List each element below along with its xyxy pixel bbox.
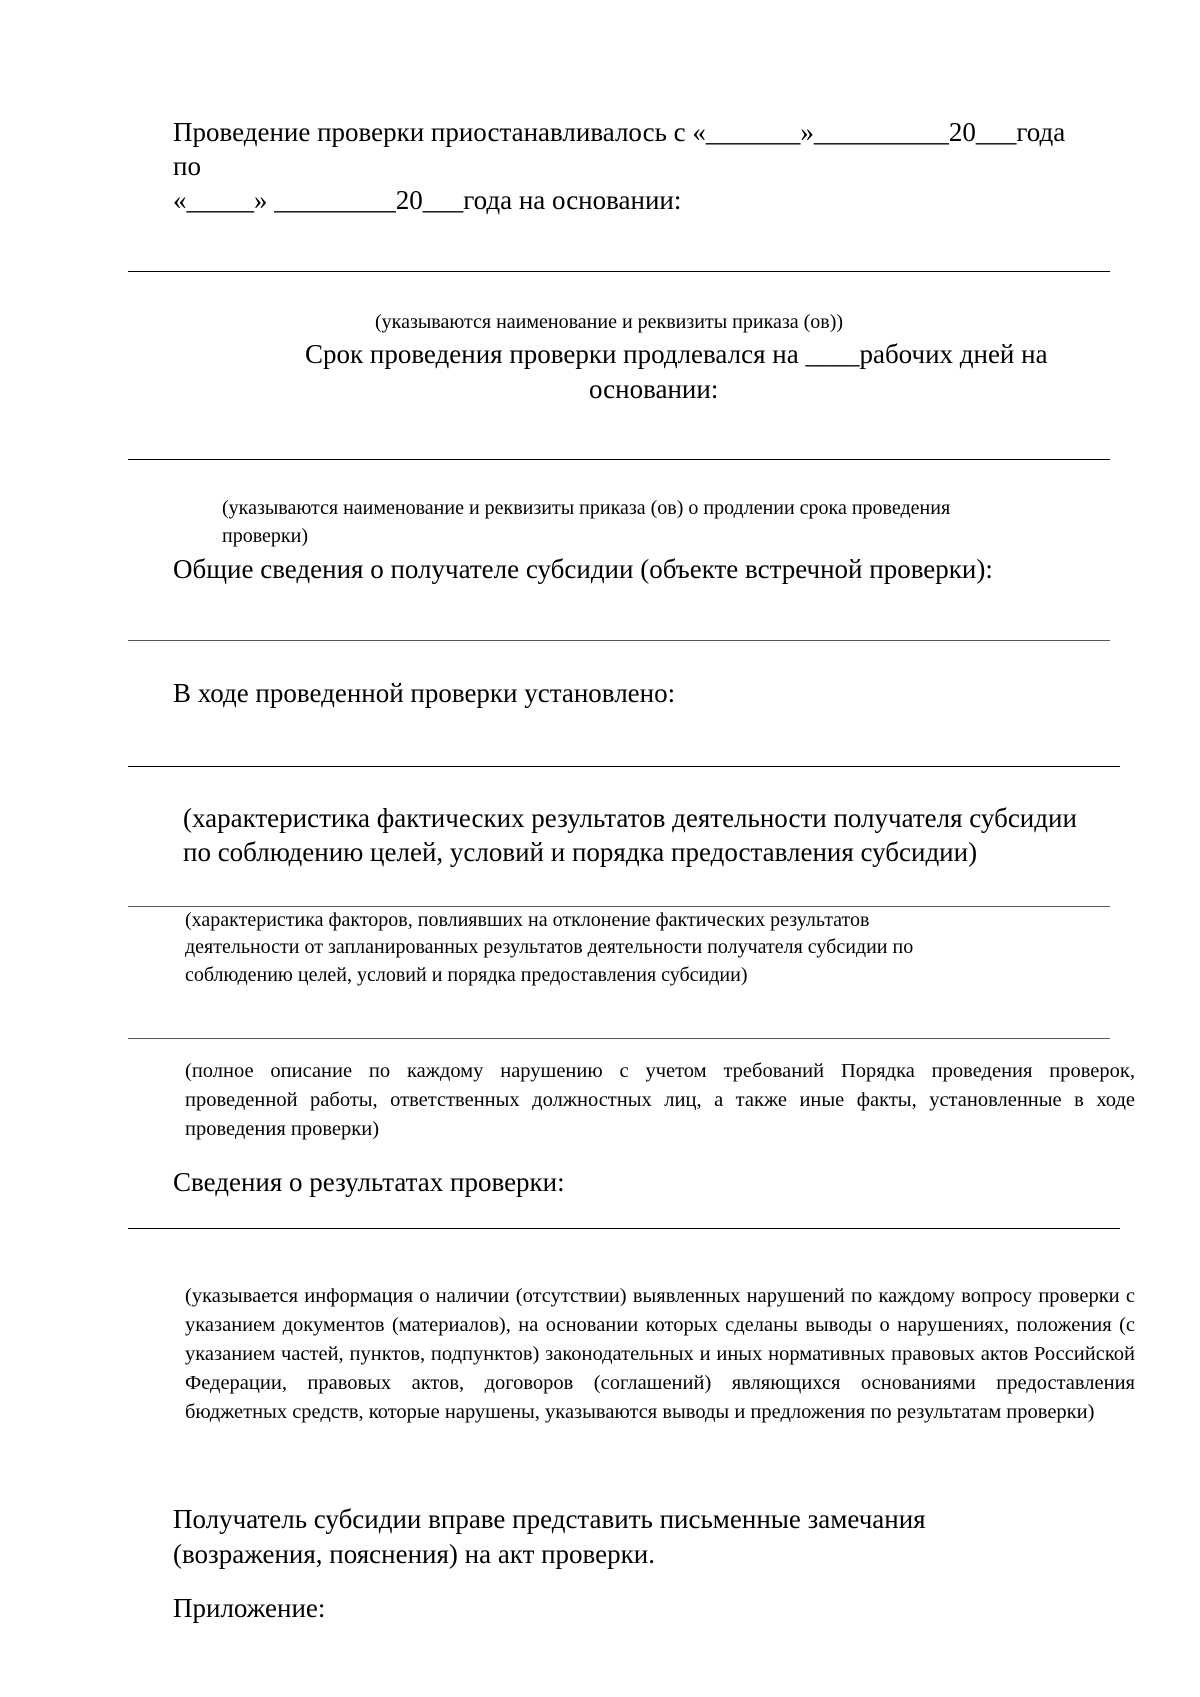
factors-note-line-2: деятельности от запланированных результатов деятельности получателя субсидии по xyxy=(185,936,914,958)
objections-line-1: Получатель субсидии вправе представить письменные замечания xyxy=(173,1504,926,1534)
violations-line xyxy=(128,1038,1110,1039)
factors-note-line-1: (характеристика факторов, повлиявших на отклонение фактических результатов xyxy=(185,909,870,931)
extension-basis-line xyxy=(128,459,1110,460)
suspension-line-1: Проведение проверки приостанавливалось с «_______»__________20___года xyxy=(173,117,1066,147)
results-characteristic-line-1: (характеристика фактических результатов деятельности получателя субсидии xyxy=(183,803,1077,833)
results-characteristic-line-2: по соблюдению целей, условий и порядка предоставления субсидии) xyxy=(183,837,978,867)
violations-note: (полное описание по каждому нарушению с учетом требований Порядка проведения проверок, проведенной работы, ответственных должностных лиц, а также иные факты, установленные в ходе проведения проверки) xyxy=(185,1060,1135,1140)
results-heading: Сведения о результатах проверки: xyxy=(173,1167,565,1197)
findings-heading: В ходе проведенной проверки установлено: xyxy=(173,678,676,708)
objections-line-2: (возражения, пояснения) на акт проверки. xyxy=(173,1539,655,1569)
extension-note-line-2: проверки) xyxy=(222,525,308,547)
recipient-info-line xyxy=(128,640,1110,641)
findings-line xyxy=(128,766,1120,767)
factors-note-line-3: соблюдению целей, условий и порядка предоставления субсидии) xyxy=(185,964,748,986)
extension-line-2: основании: xyxy=(589,374,719,404)
suspension-line-3: «_____» _________20___года на основании: xyxy=(173,185,682,215)
results-line xyxy=(128,1228,1120,1229)
results-note: (указывается информация о наличии (отсутствии) выявленных нарушений по каждому вопросу проверки с указанием документов (материалов), на основании которых сделаны выводы о нарушениях, положения (с указанием частей, пунктов, подпунктов) законодательных и иных нормативных правовых актов Российской Федерации, правовых актов, договоров (соглашений) являющихся основаниями предоставления бюджетных средств, которые нарушены, указываются выводы и предложения по результатам проверки) xyxy=(185,1285,1135,1423)
recipient-heading: Общие сведения о получателе субсидии (объекте встречной проверки): xyxy=(173,554,993,584)
extension-note-line-1: (указываются наименование и реквизиты приказа (ов) о продлении срока проведения xyxy=(222,497,951,519)
factors-line xyxy=(128,906,1110,907)
suspension-line-2: по xyxy=(173,151,201,181)
extension-line-1: Срок проведения проверки продлевался на ____рабочих дней на xyxy=(305,339,1048,369)
appendix-label: Приложение: xyxy=(173,1593,326,1623)
suspension-note: (указываются наименование и реквизиты приказа (ов)) xyxy=(375,311,844,333)
suspension-basis-line xyxy=(128,271,1110,272)
